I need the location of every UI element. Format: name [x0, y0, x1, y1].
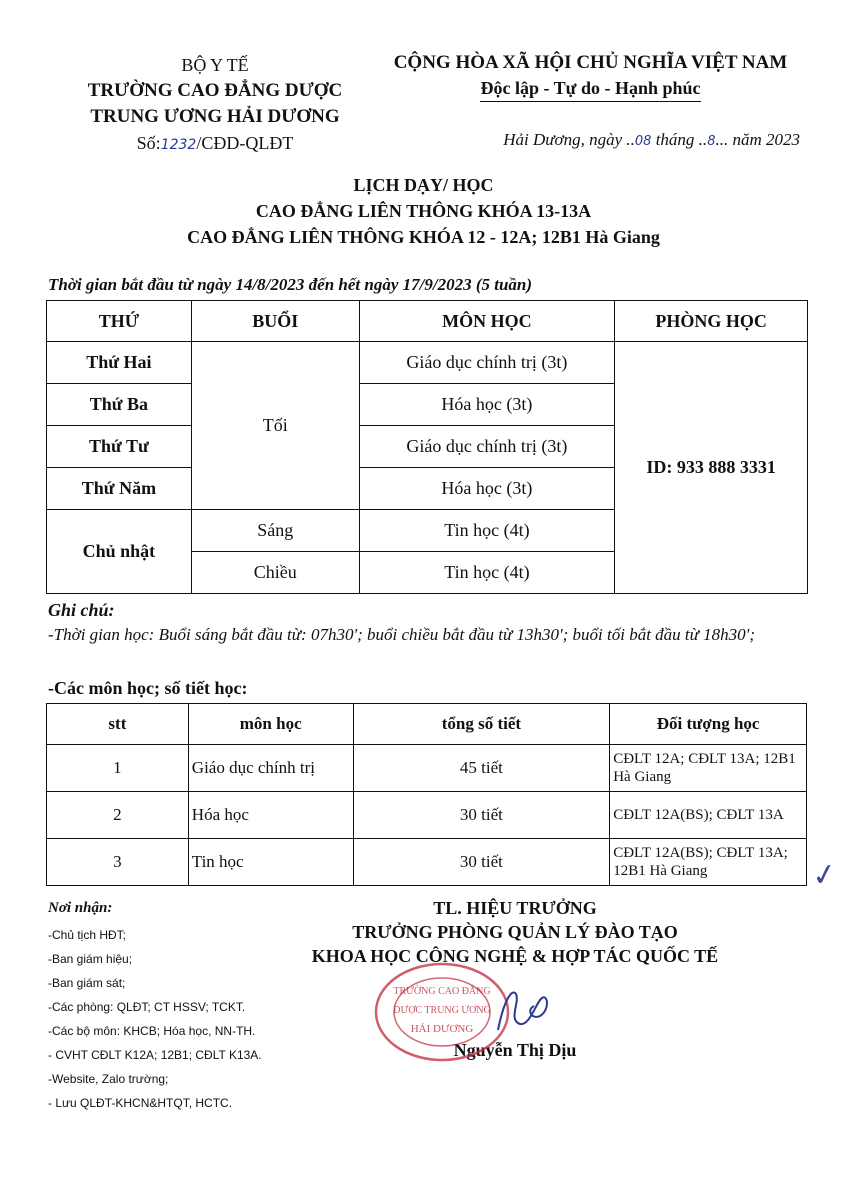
issuer-block — [50, 52, 380, 158]
signature-line2: TRƯỞNG PHÒNG QUẢN LÝ ĐÀO TẠO — [352, 922, 678, 942]
issue-date — [368, 130, 813, 150]
col-header-stt: stt — [47, 704, 189, 745]
title-line2: CAO ĐẲNG LIÊN THÔNG KHÓA 13-13A — [255, 201, 592, 221]
col-header-total-periods: tổng số tiết — [353, 704, 610, 745]
doc-no-handwritten: 1232 — [160, 137, 197, 153]
stt-cell: 1 — [47, 745, 189, 792]
col-header-subject-name: môn học — [188, 704, 353, 745]
recipient-item: -Các bộ môn: KHCB; Hóa học, NN-TH. — [48, 1024, 256, 1038]
schedule-table — [46, 300, 808, 594]
subject-cell: Giáo dục chính trị (3t) — [359, 426, 615, 468]
stt-cell: 3 — [47, 839, 189, 886]
subjects-table — [46, 703, 807, 886]
subject-name-cell: Tin học — [188, 839, 353, 886]
subject-cell: Hóa học (3t) — [359, 384, 615, 426]
periods-cell: 30 tiết — [353, 839, 610, 886]
date-mid: tháng .. — [651, 130, 708, 149]
target-cell: CĐLT 12A(BS); CĐLT 13A — [610, 792, 807, 839]
col-header-room: PHÒNG HỌC — [615, 301, 808, 342]
periods-cell: 45 tiết — [353, 745, 610, 792]
session-cell-evening: Tối — [191, 342, 359, 510]
svg-text:TRƯỜNG CAO ĐẲNG: TRƯỜNG CAO ĐẲNG — [393, 986, 491, 997]
signer-name: Nguyễn Thị Dịu — [453, 1040, 577, 1060]
session-cell-morning: Sáng — [191, 510, 359, 552]
school-name-line2: TRUNG ƯƠNG HẢI DƯƠNG — [90, 106, 340, 127]
subject-name-cell: Hóa học — [188, 792, 353, 839]
handwritten-check-icon: ✓ — [809, 856, 840, 895]
periods-cell: 30 tiết — [353, 792, 610, 839]
recipient-item: -Website, Zalo trường; — [48, 1072, 169, 1086]
day-cell: Thứ Hai — [47, 342, 192, 384]
day-cell-sunday: Chủ nhật — [47, 510, 192, 594]
table-row — [47, 839, 807, 886]
date-prefix: Hải Dương, ngày .. — [503, 130, 635, 149]
ministry-name: BỘ Y TẾ — [181, 55, 249, 75]
recipients-title: Nơi nhận: — [48, 900, 113, 916]
document-title — [0, 172, 847, 250]
schedule-period: Thời gian bắt đầu từ ngày 14/8/2023 đến hết ngày 17/9/2023 (5 tuần) — [48, 275, 533, 294]
date-day: 08 — [634, 134, 652, 149]
col-header-target: Đối tượng học — [610, 704, 807, 745]
document-number — [50, 130, 380, 158]
date-month: 8 — [707, 134, 716, 149]
recipient-item: - Lưu QLĐT-KHCN&HTQT, HCTC. — [48, 1096, 233, 1110]
subjects-heading: -Các môn học; số tiết học: — [48, 678, 248, 698]
doc-no-suffix: /CĐD-QLĐT — [196, 133, 294, 153]
signature-line1: TL. HIỆU TRƯỞNG — [433, 898, 597, 918]
recipient-item: -Ban giám hiệu; — [48, 952, 133, 966]
room-cell: ID: 933 888 3331 — [615, 342, 808, 594]
schedule-header-row — [47, 301, 808, 342]
day-cell: Thứ Ba — [47, 384, 192, 426]
recipient-item: -Các phòng: QLĐT; CT HSSV; TCKT. — [48, 1000, 246, 1014]
title-line3: CAO ĐẲNG LIÊN THÔNG KHÓA 12 - 12A; 12B1 Hà Giang — [187, 227, 660, 247]
target-cell: CĐLT 12A; CĐLT 13A; 12B1 Hà Giang — [610, 745, 807, 792]
table-row — [47, 745, 807, 792]
session-cell-afternoon: Chiều — [191, 552, 359, 594]
time-note: -Thời gian học: Buổi sáng bắt đầu từ: 07h30'; buổi chiều bắt đầu từ 13h30'; buổi tối bắt đầu từ 18h30'; — [48, 625, 755, 644]
title-line1: LỊCH DẠY/ HỌC — [353, 175, 494, 195]
table-row — [47, 342, 808, 384]
subject-cell: Tin học (4t) — [359, 552, 615, 594]
recipients-block — [48, 900, 262, 1115]
col-header-subject: MÔN HỌC — [359, 301, 615, 342]
svg-text:HẢI DƯƠNG: HẢI DƯƠNG — [410, 1023, 474, 1035]
notes-heading: Ghi chú: — [48, 600, 115, 620]
school-name-line1: TRƯỜNG CAO ĐẲNG DƯỢC — [87, 80, 343, 101]
day-cell: Thứ Năm — [47, 468, 192, 510]
target-cell: CĐLT 12A(BS); CĐLT 13A; 12B1 Hà Giang — [610, 839, 807, 886]
col-header-day: THỨ — [47, 301, 192, 342]
stt-cell: 2 — [47, 792, 189, 839]
subject-cell: Tin học (4t) — [359, 510, 615, 552]
date-suffix: ... năm 2023 — [715, 130, 800, 149]
svg-text:DƯỢC TRUNG ƯƠNG: DƯỢC TRUNG ƯƠNG — [393, 1005, 491, 1016]
col-header-session: BUỔI — [191, 301, 359, 342]
recipient-item: -Ban giám sát; — [48, 976, 126, 990]
national-header — [368, 50, 813, 150]
national-motto: Độc lập - Tự do - Hạnh phúc — [480, 76, 700, 102]
nation-name: CỘNG HÒA XÃ HỘI CHỦ NGHĨA VIỆT NAM — [393, 52, 788, 73]
subjects-header-row — [47, 704, 807, 745]
day-cell: Thứ Tư — [47, 426, 192, 468]
doc-no-prefix: Số: — [136, 133, 161, 153]
table-row — [47, 792, 807, 839]
subject-name-cell: Giáo dục chính trị — [188, 745, 353, 792]
subject-cell: Hóa học (3t) — [359, 468, 615, 510]
subject-cell: Giáo dục chính trị (3t) — [359, 342, 615, 384]
signature-line3: KHOA HỌC CÔNG NGHỆ & HỢP TÁC QUỐC TẾ — [311, 946, 719, 966]
recipient-item: - CVHT CĐLT K12A; 12B1; CĐLT K13A. — [48, 1048, 262, 1062]
handwritten-signature — [490, 980, 560, 1040]
recipient-item: -Chủ tịch HĐT; — [48, 928, 127, 942]
